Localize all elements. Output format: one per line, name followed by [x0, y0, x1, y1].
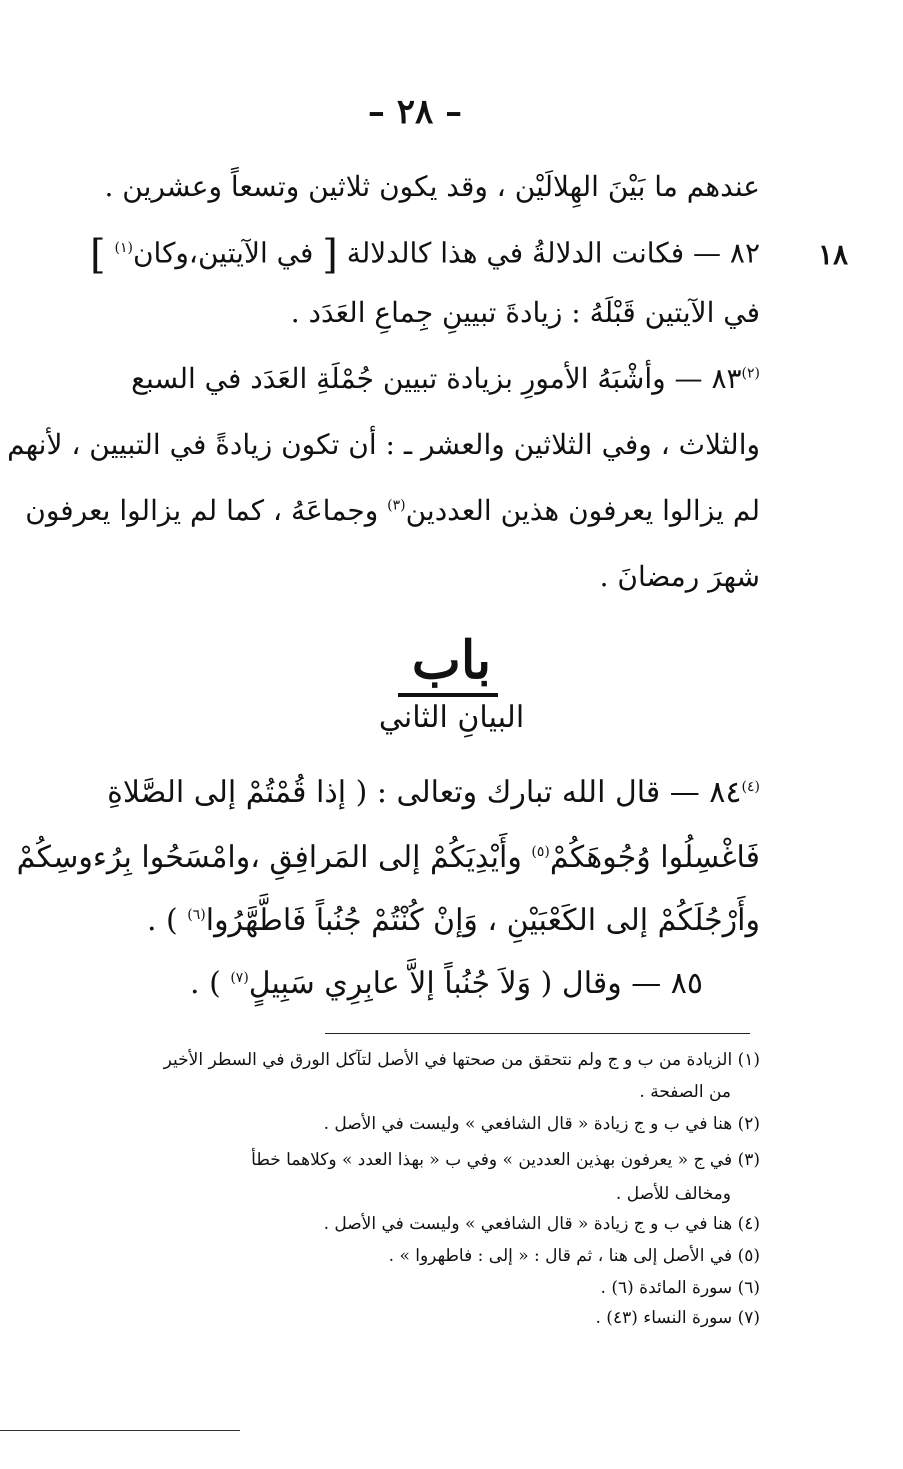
verse-line-3 [147, 903, 760, 938]
verse-line-4 [190, 966, 703, 1001]
para-82-start: ٨٢ — فكانت الدلالةُ في هذا كالدلالة [346, 236, 760, 270]
para-84-start: ٨٤ — قال الله تبارك وتعالى : ( إذا قُمْتُمْ إلى الصَّلاةِ [107, 775, 742, 810]
text-line-6b: وجماعَهُ ، كما لم يزالوا يعرفون [25, 494, 379, 527]
text-line-6a: لم يزالوا يعرفون هذين العددين [405, 494, 760, 527]
verse-line-3b: ) . [146, 903, 188, 938]
note-mark-7: (٧) [230, 970, 249, 986]
open-bracket: [ [322, 232, 338, 278]
chapter-subtitle: البيانِ الثاني [378, 700, 525, 735]
chapter-underline [398, 693, 498, 697]
note-mark-5: (٥) [531, 844, 550, 860]
note-mark-3: (٣) [387, 497, 406, 514]
footnote-4: (٤) هنا في ب و ج زيادة « قال الشافعي » وليست في الأصل . [323, 1214, 760, 1234]
bottom-rule [0, 1430, 240, 1431]
close-bracket: ] [90, 232, 106, 278]
verse-line-1 [107, 775, 760, 810]
note-mark-1: (١) [114, 240, 133, 257]
footnote-3: (٣) في ج « يعرفون بهذين العددين » وفي ب « بهذا العدد » وكلاهما خطأ [251, 1150, 760, 1170]
footnote-3-cont: ومخالف للأصل . [615, 1184, 731, 1204]
verse-line-2 [17, 840, 760, 875]
text-line-3: في الآيتين قَبْلَهُ : زيادةَ تبيينِ جِماعِ العَدَد . [290, 296, 760, 329]
text-line-5: والثلاث ، وفي الثلاثين والعشر ـ : أن تكون زيادةً في التبيين ، لأنهم [7, 428, 760, 461]
para-83-start: ٨٣ — وأشْبَهُ الأمورِ بزيادة تبيين جُمْلَةِ العَدَد في السبع [131, 362, 742, 395]
footnote-1-cont: من الصفحة . [639, 1082, 731, 1102]
footnote-separator [325, 1033, 750, 1034]
footnote-7: (٧) سورة النساء (٤٣) . [595, 1308, 760, 1328]
verse-line-2b: وأَيْدِيَكُمْ إلى المَرافِقِ ،وامْسَحُوا بِرُءوسِكُمْ [16, 840, 522, 875]
footnote-5: (٥) في الأصل إلى هنا ، ثم قال : « إلى : فاطهروا » . [388, 1246, 760, 1266]
text-line-1: عندهم ما بَيْنَ الهِلالَيْن ، وقد يكون ثلاثين وتسعاً وعشرين . [104, 170, 760, 203]
footnote-2: (٢) هنا في ب و ج زيادة « قال الشافعي » وليست في الأصل . [323, 1114, 760, 1134]
note-mark-2: (٢) [741, 365, 760, 382]
margin-line-number: ١٨ [818, 238, 849, 271]
verse-line-3a: وأَرْجُلَكُمْ إلى الكَعْبَيْنِ ، وَإنْ كُنْتُمْ جُنُباً فَاطَّهَّرُوا [205, 903, 760, 938]
footnote-1: (١) الزيادة من ب و ج ولم نتحقق من صحتها في الأصل لتآكل الورق في السطر الأخير [163, 1050, 760, 1070]
text-line-4 [131, 362, 760, 395]
chapter-title: باب [411, 630, 492, 691]
bracket-text: في الآيتين،وكان [132, 236, 314, 270]
footnote-6: (٦) سورة المائدة (٦) . [600, 1278, 760, 1298]
page-number: – ٢٨ – [367, 92, 463, 132]
note-mark-4: (٤) [741, 779, 760, 795]
text-line-7: شهرَ رمضانَ . [599, 560, 760, 593]
note-mark-6: (٦) [187, 907, 206, 923]
verse-line-4b: ) . [190, 966, 231, 1001]
verse-line-2a: فَاغْسِلُوا وُجُوهَكُمْ [549, 840, 760, 875]
text-line-2 [90, 232, 760, 278]
para-85-start: ٨٥ — وقال ( وَلاَ جُنُباً إلاَّ عابِرِي سَبِيلٍ [248, 966, 703, 1001]
text-line-6 [25, 494, 760, 527]
